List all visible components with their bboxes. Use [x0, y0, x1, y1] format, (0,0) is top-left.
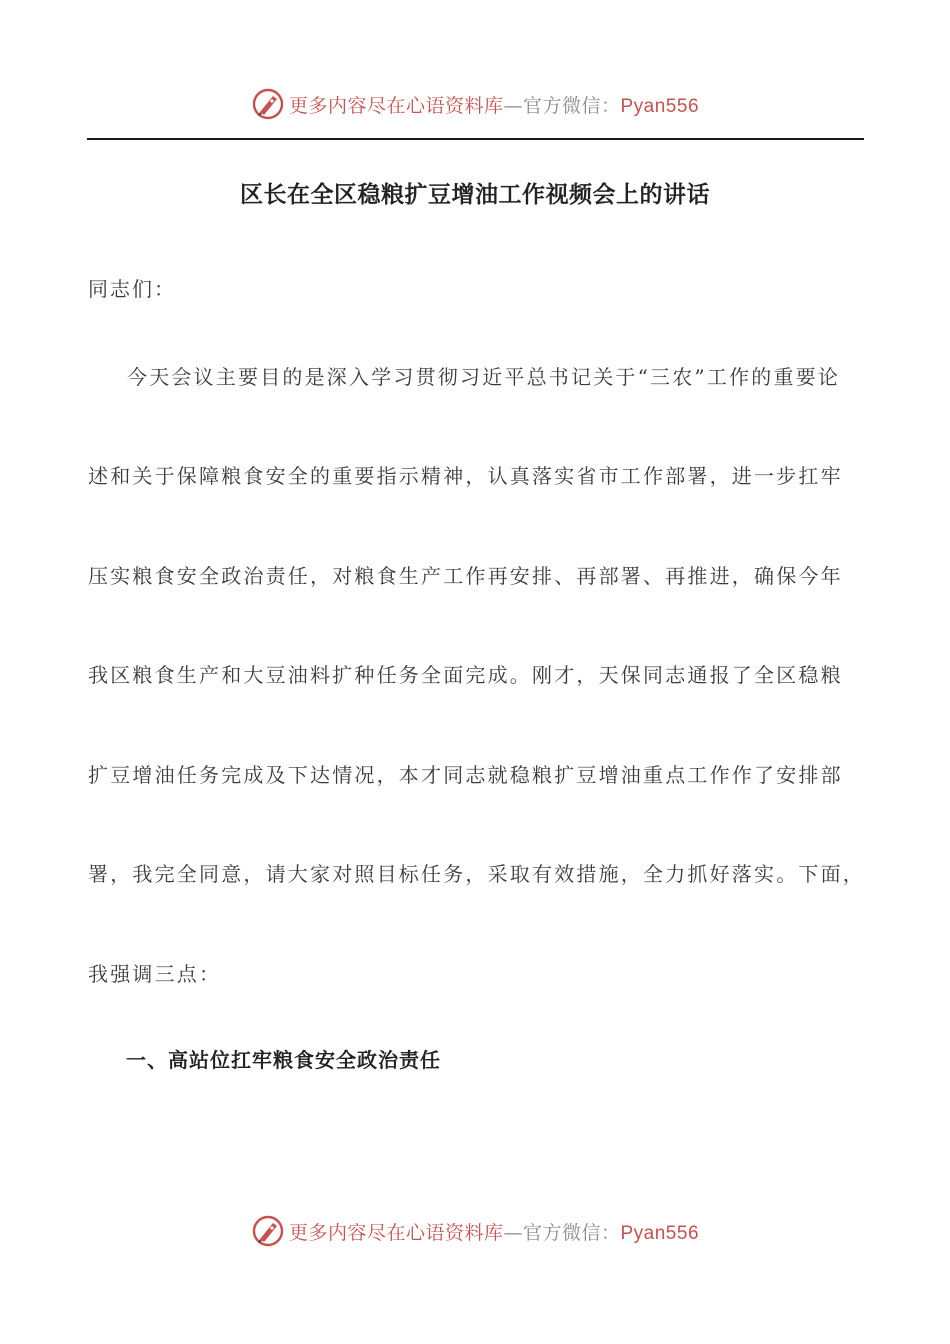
document-title: 区长在全区稳粮扩豆增油工作视频会上的讲话 — [240, 182, 710, 208]
salutation: 同志们： — [88, 277, 176, 301]
paragraph-line: 压实粮食安全政治责任，对粮食生产工作再安排、再部署、再推进，确保今年 — [88, 564, 843, 588]
header-divider — [87, 138, 864, 140]
banner-wechat-label: 官方微信： — [522, 1221, 621, 1244]
banner-dash: — — [503, 94, 523, 117]
footer-banner — [0, 1211, 950, 1251]
banner-dash: — — [503, 1221, 523, 1244]
banner-wechat-label: 官方微信： — [522, 94, 621, 117]
banner-text — [289, 1218, 699, 1245]
banner-text — [289, 91, 699, 118]
paragraph-line: 我区粮食生产和大豆油料扩种任务全面完成。刚才，天保同志通报了全区稳粮 — [88, 663, 843, 687]
banner-slogan: 更多内容尽在心语资料库 — [288, 94, 504, 117]
pen-nib-logo-icon — [251, 1214, 285, 1248]
paragraph-line: 述和关于保障粮食安全的重要指示精神，认真落实省市工作部署，进一步扛牢 — [88, 464, 843, 488]
paragraph-line: 署，我完全同意，请大家对照目标任务，采取有效措施，全力抓好落实。下面， — [88, 862, 865, 886]
banner-slogan: 更多内容尽在心语资料库 — [288, 1221, 504, 1244]
paragraph-line: 我强调三点： — [88, 962, 222, 986]
banner-wechat-id: Pyan556 — [620, 1222, 700, 1244]
banner-wechat-id: Pyan556 — [620, 95, 700, 117]
pen-nib-logo-icon — [251, 87, 285, 121]
header-banner — [0, 84, 950, 124]
paragraph-line: 扩豆增油任务完成及下达情况，本才同志就稳粮扩豆增油重点工作作了安排部 — [88, 763, 843, 787]
section-heading: 一、高站位扛牢粮食安全政治责任 — [126, 1048, 441, 1072]
paragraph-line: 今天会议主要目的是深入学习贯彻习近平总书记关于“三农”工作的重要论 — [127, 365, 841, 389]
